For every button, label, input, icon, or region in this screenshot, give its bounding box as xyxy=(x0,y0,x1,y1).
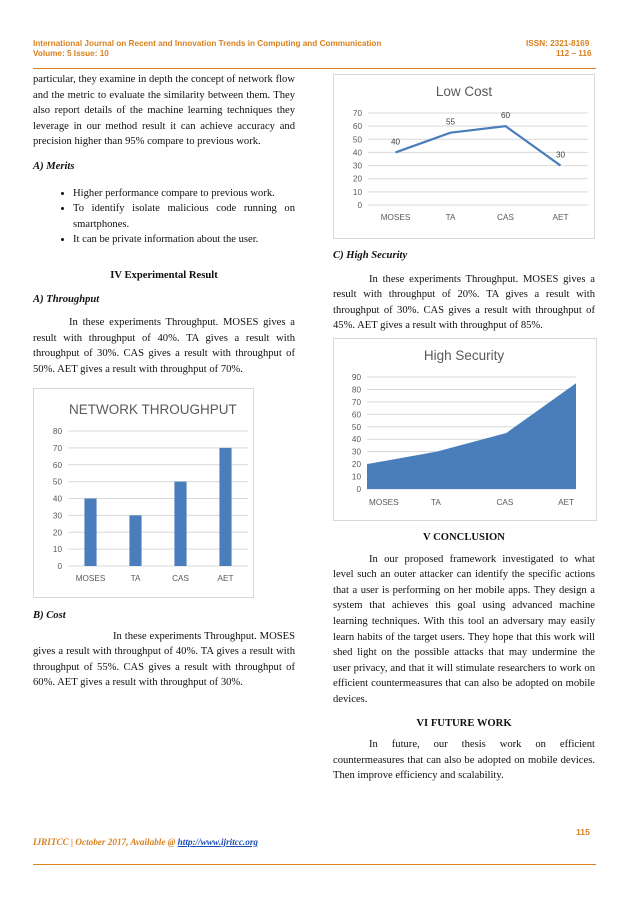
section-iv-heading: IV Experimental Result xyxy=(110,269,218,281)
x-tick-label: CAS xyxy=(172,574,189,583)
security-heading: C) High Security xyxy=(333,250,408,261)
y-tick-label: 30 xyxy=(352,161,362,171)
low-cost-chart xyxy=(333,74,595,239)
throughput-text: MOSES gives a result with throughput of 40%. TA gives a result with throughput of 30%. CAS gives a result with throughput of 50%. AET gives a result with throughput of 70%. xyxy=(33,317,295,375)
volume-issue: Volume: 5 Issue: 10 xyxy=(33,49,109,58)
y-tick-label: 20 xyxy=(52,528,62,538)
low-cost-svg xyxy=(334,75,594,238)
merits-list xyxy=(33,186,295,248)
chart-title: Low Cost xyxy=(435,84,493,99)
list-item: • To identify isolate malicious code running on smartphones. xyxy=(73,201,295,232)
security-text: MOSES gives a result with throughput of 20%. TA gives a result with throughput of 30%. CAS gives a result with throughput of 45%. AET gives a result with throughput of 85%. xyxy=(333,273,595,332)
bar-cas xyxy=(174,482,186,566)
intro-paragraph: particular, they examine in depth the concept of network flow and the metric to evaluate the similarity between them. They also report details of the machine learning techniques they leverage in our method result it can achieve accuracy and precision higher than 95% compare to previous work. xyxy=(33,74,295,148)
x-tick-label: CAS xyxy=(496,498,514,507)
y-tick-label: 20 xyxy=(351,460,361,470)
security-paragraph xyxy=(333,272,595,334)
y-tick-label: 10 xyxy=(52,545,62,555)
y-tick-label: 80 xyxy=(52,427,62,436)
left-column-top xyxy=(33,72,295,378)
y-tick-label: 20 xyxy=(352,174,362,184)
right-column-bottom xyxy=(333,530,595,784)
cost-text: MOSES gives a result with throughput of 40%. TA gives a result with throughput of 55%. CAS gives a result with throughput of 60%. AET gives a result with throughput of 30%. xyxy=(33,630,295,689)
y-tick-label: 60 xyxy=(352,122,362,132)
footer-label: IJRITCC | October 2017, Available @ xyxy=(33,837,178,847)
y-tick-label: 70 xyxy=(352,109,362,118)
footer-rule xyxy=(33,864,596,865)
y-tick-label: 50 xyxy=(351,422,361,432)
throughput-paragraph xyxy=(33,315,295,377)
high-security-svg xyxy=(334,339,596,520)
y-tick-label: 60 xyxy=(351,410,361,420)
y-tick-label: 30 xyxy=(52,511,62,521)
y-tick-label: 0 xyxy=(356,485,361,494)
y-tick-label: 80 xyxy=(351,385,361,395)
merits-heading: A) Merits xyxy=(33,160,75,172)
data-label: 60 xyxy=(500,111,511,121)
high-security-chart xyxy=(333,338,597,521)
chart-title: NETWORK THROUGHPUT xyxy=(69,402,237,417)
footer-text xyxy=(33,837,258,847)
future-work-paragraph: In future, our thesis work on efficient countermeasures that can also be adopted on mobile devices. Then improve efficiency and scalability. xyxy=(333,739,595,782)
bar-aet xyxy=(219,448,231,566)
bar-moses xyxy=(84,499,96,567)
x-tick-label: CAS xyxy=(497,213,514,222)
cost-lead: In these experiments Throughput. xyxy=(113,630,257,642)
x-tick-label: MOSES xyxy=(369,498,399,507)
x-tick-label: TA xyxy=(445,213,456,222)
x-tick-label: AET xyxy=(217,574,234,583)
cost-paragraph xyxy=(33,629,295,691)
y-tick-label: 70 xyxy=(351,397,361,407)
x-tick-label: TA xyxy=(431,498,441,507)
journal-title: International Journal on Recent and Innovation Trends in Computing and Communication xyxy=(33,39,382,48)
page-number: 115 xyxy=(576,827,590,837)
right-column-top xyxy=(333,248,595,334)
y-tick-label: 90 xyxy=(351,373,361,382)
y-tick-label: 0 xyxy=(357,201,362,210)
x-tick-label: MOSES xyxy=(380,213,411,222)
network-throughput-chart xyxy=(33,388,254,598)
x-tick-label: AET xyxy=(552,213,569,222)
data-label: 55 xyxy=(445,117,456,127)
y-tick-label: 40 xyxy=(52,494,62,504)
y-tick-label: 50 xyxy=(352,135,362,145)
page-range: 112 – 116 xyxy=(556,49,592,58)
x-tick-label: AET xyxy=(558,498,574,507)
x-tick-label: TA xyxy=(130,574,141,583)
data-label: 40 xyxy=(390,137,401,147)
list-item: • It can be private information about the user. xyxy=(73,232,295,248)
network-throughput-svg xyxy=(34,389,253,597)
security-lead: In these experiments Throughput. xyxy=(369,273,519,285)
throughput-lead: In these experiments Throughput. xyxy=(69,317,219,329)
x-tick-label: MOSES xyxy=(75,574,106,583)
conclusion-heading: V CONCLUSION xyxy=(423,532,505,543)
y-tick-label: 10 xyxy=(352,187,362,197)
y-tick-label: 10 xyxy=(351,472,361,482)
data-label: 30 xyxy=(555,150,566,160)
y-tick-label: 0 xyxy=(57,562,62,571)
bar-ta xyxy=(129,515,141,566)
header-rule xyxy=(33,68,596,69)
throughput-heading: A) Throughput xyxy=(33,293,100,305)
series-line xyxy=(396,126,561,165)
conclusion-paragraph: In our proposed framework investigated to what level such an outer attacker can identify the specific actions that a user is performing on her mobile apps. They design a system that achieves this goal using advanced machine learning techniques. With this tool an adversary may easily learn habits of the target users. They hope that this work will shed light on the possible attacks that may undermine the user privacy, and that it will stimulate researchers to work on efficient countermeasures that can also be adopted on mobile devices. xyxy=(333,553,595,705)
journal-link[interactable]: http://www.ijritcc.org xyxy=(177,837,258,847)
future-work-heading: VI FUTURE WORK xyxy=(416,717,512,729)
y-tick-label: 70 xyxy=(52,443,62,453)
y-tick-label: 60 xyxy=(52,460,62,470)
y-tick-label: 40 xyxy=(352,148,362,158)
series-area xyxy=(367,383,576,489)
y-tick-label: 50 xyxy=(52,477,62,487)
y-tick-label: 30 xyxy=(351,447,361,457)
issn: ISSN: 2321-8169 xyxy=(526,39,590,48)
chart-title: High Security xyxy=(423,348,505,363)
list-item: • Higher performance compare to previous work. xyxy=(73,186,295,202)
left-column-bottom xyxy=(33,608,295,691)
cost-heading: B) Cost xyxy=(33,610,66,621)
y-tick-label: 40 xyxy=(351,435,361,445)
